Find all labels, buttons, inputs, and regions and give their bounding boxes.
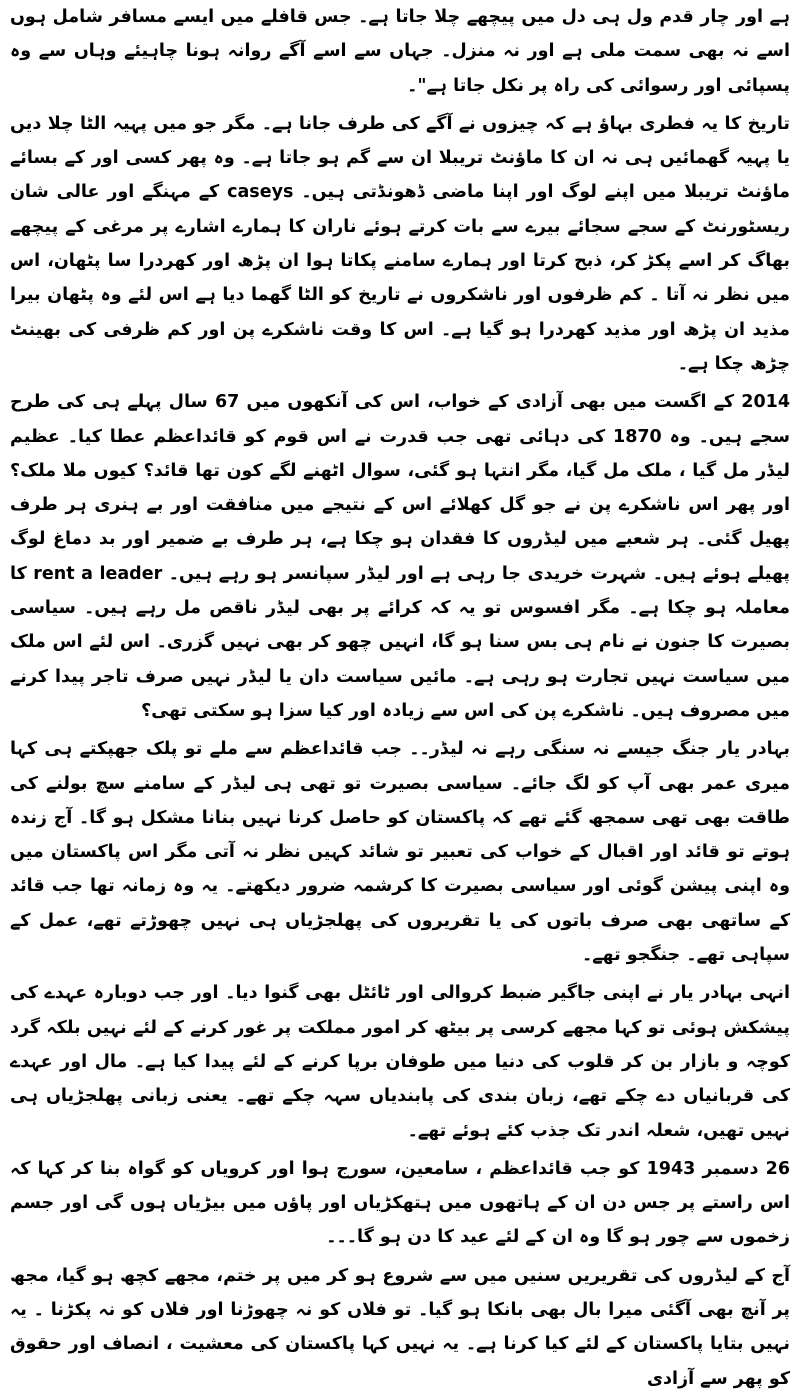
paragraph-6: 26 دسمبر 1943 کو جب قائداعظم ، سامعین، سورج ہوا اور کرویاں کو گواہ بنا کر کہا کہ اس راستے پر جس دن ان کے ہاتھوں میں ہتھکڑیاں اور پاؤں میں بیڑیاں ہوں گی اور جسم زخموں سے چور ہو گا وہ ان کے لئے عید کا دن ہو گا۔۔۔ xyxy=(10,1158,790,1248)
paragraph-7: آج کے لیڈروں کی تقریریں سنیں میں سے شروع ہو کر میں پر ختم، مجھے کچھ ہو گیا، مجھ پر آنچ بھی آگئی میرا بال بھی بانکا ہو گیا۔ تو فلاں کو نہ چھوڑنا اور فلاں کو نہ پکڑنا ۔ یہ نہیں بتایا پاکستان کے لئے کیا کرنا ہے۔ یہ نہیں کہا پاکستان کی معشیت ، انصاف اور حقوق کو پھر سے آزادی xyxy=(10,1265,790,1389)
paragraph-3: 2014 کے اگست میں بھی آزادی کے خواب، اس کی آنکھوں میں 67 سال پہلے ہی کی طرح سجے ہیں۔ وہ 1870 کی دہائی تھی جب قدرت نے اس قوم کو قائداعظم عطا کیا۔ عظیم لیڈر مل گیا ، ملک مل گیا، مگر انتہا ہو گئی، سوال اٹھنے لگے کون تھا قائد؟ کیوں ملا ملک؟ اور پھر اس ناشکرے پن نے جو گل کھلائے اس کے نتیجے میں منافقت اور بے ہنری ہر طرف پھیل گئی۔ ہر شعبے میں لیڈروں کا فقدان ہو چکا ہے، ہر طرف بے ضمیر اور بد دماغ لوگ پھیلے ہوئے ہیں۔ شہرت خریدی جا رہی ہے اور لیڈر سپانسر ہو رہے ہیں۔ rent a leader کا معاملہ ہو چکا ہے۔ مگر افسوس تو یہ کہ کرائے پر بھی لیڈر ناقص مل رہے ہیں۔ سیاسی بصیرت کا جنون نے نام ہی بس سنا ہو گا، انہیں چھو کر بھی نہیں گزری۔ اس لئے اس ملک میں سیاست نہیں تجارت ہو رہی ہے۔ مائیں سیاست دان یا لیڈر نہیں صرف تاجر پیدا کرنے میں مصروف ہیں۔ ناشکرے پن کی اس سے زیادہ اور کیا سزا ہو سکتی تھی؟ xyxy=(10,392,791,721)
paragraph-2: تاریخ کا یہ فطری بہاؤ ہے کہ چیزوں نے آگے کی طرف جانا ہے۔ مگر جو میں پہیہ الٹا چلا دیں یا پہیہ گھمائیں ہی نہ ان کا ماؤنٹ تریبلا ان سے گم ہو جاتا ہے۔ وہ پھر کسی اور کے بسائے ماؤنٹ تریبلا میں اپنے لوگ اور اپنا ماضی ڈھونڈتی ہیں۔ caseys کے مہنگے اور عالی شان ریسٹورنٹ کے سجے سجائے بیرے سے بات کرتے ہوئے ناران کا ہمارے اشارے پر مرغی کے پیچھے بھاگ کر اسے پکڑ کر، ذبح کرتا اور ہمارے سامنے پکاتا ہوا ان پڑھ اور کھردرا سا پٹھان، اس میں نظر نہ آتا ۔ کم ظرفوں اور ناشکروں نے تاریخ کو الٹا گھما دیا ہے اس لئے وہ پٹھان بیرا مذید ان پڑھ اور مذید کھردرا ہو گیا ہے۔ اس کا وقت ناشکرے پن اور کم ظرفی کی بھینٹ چڑھ چکا ہے۔ xyxy=(10,113,790,374)
paragraph-4: بہادر یار جنگ جیسے نہ سنگی رہے نہ لیڈر۔۔ جب قائداعظم سے ملے تو پلک جھپکتے ہی کہا میری عمر بھی آپ کو لگ جائے۔ سیاسی بصیرت تو تھی ہی لیڈر کے سامنے سچ بولنے کی طاقت بھی تھی سمجھ گئے تھے کہ پاکستان کو حاصل کرنا نہیں بنانا مشکل ہو گا۔ آج زندہ ہوتے تو قائد اور اقبال کے خواب کی تعبیر تو شائد کہیں نظر نہ آتی مگر اس پاکستان میں وہ اپنی پیشن گوئی اور سیاسی بصیرت کا کرشمہ ضرور دیکھتے۔ یہ وہ زمانہ تھا جب قائد کے ساتھی بھی صرف باتوں کی یا تقریروں کی پھلجڑیاں ہی نہیں چھوڑتے تھے، عمل کے سپاہی تھے۔ جنگجو تھے۔ xyxy=(10,739,790,966)
paragraph-1: ہے اور چار قدم ول ہی دل میں پیچھے چلا جاتا ہے۔ جس قافلے میں ایسے مسافر شامل ہوں اسے نہ بھی سمت ملی ہے اور نہ منزل۔ جہاں سے اسے آگے روانہ ہونا چاہیئے وہاں سے وہ پسپائی اور رسوائی کی راہ پر نکل جاتا ہے"۔ xyxy=(10,7,790,96)
paragraph-5: انہی بہادر یار نے اپنی جاگیر ضبط کروالی اور ٹائٹل بھی گنوا دیا۔ اور جب دوبارہ عہدے کی پیشکش ہوئی تو کہا مجھے کرسی پر بیٹھ کر امور مملکت پر غور کرنے کے لئے نہیں بلکہ گرد کوچہ و بازار بن کر قلوب کی دنیا میں طوفان برپا کرنے کے لئے پیدا کیا ہے۔ مال اور عہدے کی قربانیاں دے چکے تھے، زبان بندی کی پابندیاں سہہ چکے تھے۔ یعنی زبانی پھلجڑیاں ہی نہیں تھیں، شعلہ اندر تک جذب کئے ہوئے تھے۔ xyxy=(10,983,790,1141)
